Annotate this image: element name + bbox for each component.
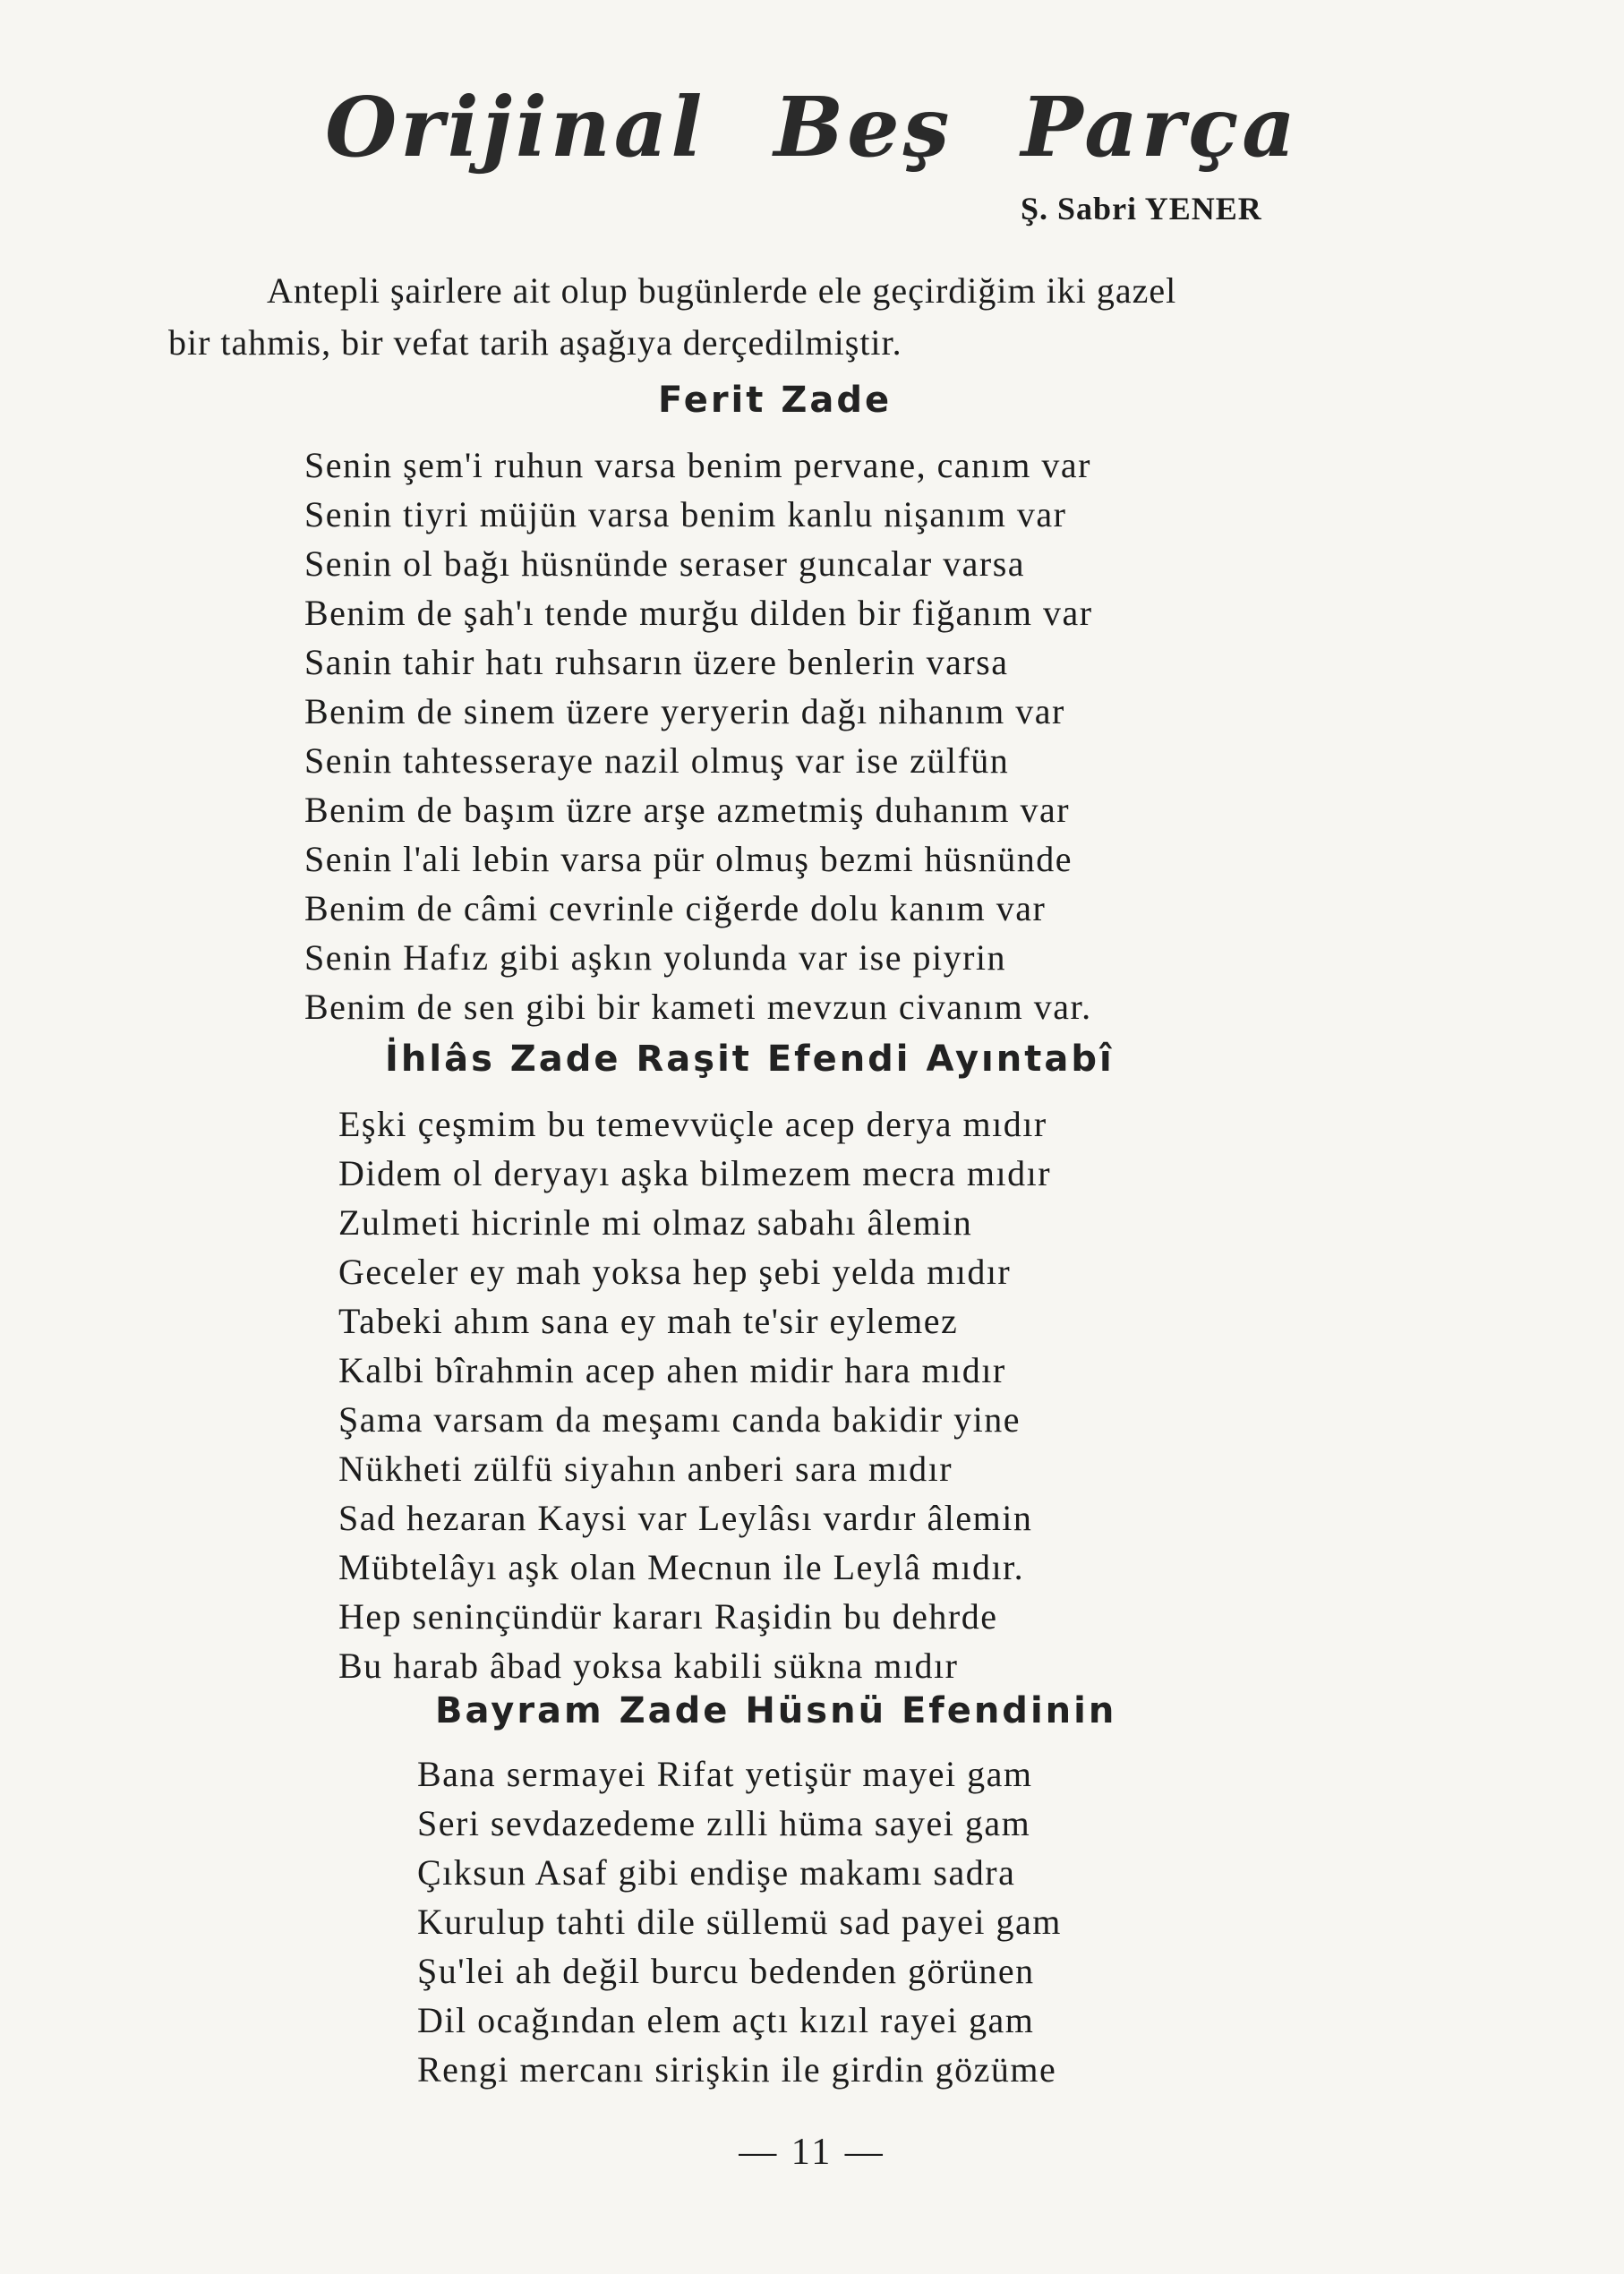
poem-line: Şu'lei ah değil burcu bedenden görünen bbox=[417, 1951, 1035, 1991]
poem-line: Tabeki ahım sana ey mah te'sir eylemez bbox=[338, 1301, 959, 1341]
poem-line: Eşki çeşmim bu temevvüçle acep derya mıdır bbox=[338, 1104, 1047, 1144]
poem-line: Benim de câmi cevrinle ciğerde dolu kanım var bbox=[304, 888, 1047, 928]
poem-line: Kalbi bîrahmin acep ahen midir hara mıdır bbox=[338, 1350, 1006, 1390]
poem-bayram-zade bbox=[417, 1749, 1062, 2094]
poem-line: Benim de sen gibi bir kameti mevzun civanım var. bbox=[304, 987, 1092, 1027]
poem-line: Mübtelâyı aşk olan Mecnun ile Leylâ mıdır. bbox=[338, 1547, 1025, 1587]
poem-line: Çıksun Asaf gibi endişe makamı sadra bbox=[417, 1852, 1016, 1893]
poem-line: Senin l'ali lebin varsa pür olmuş bezmi hüsnünde bbox=[304, 839, 1073, 879]
poem-line: Şama varsam da meşamı canda bakidir yine bbox=[338, 1399, 1021, 1440]
intro-paragraph bbox=[168, 265, 1440, 369]
poem-line: Bana sermayei Rifat yetişür mayei gam bbox=[417, 1754, 1033, 1794]
poem-line: Hep seninçündür kararı Raşidin bu dehrde bbox=[338, 1596, 998, 1637]
intro-line: Antepli şairlere ait olup bugünlerde ele geçirdiğim iki gazel bbox=[267, 270, 1177, 311]
poem-line: Seri sevdazedeme zılli hüma sayei gam bbox=[417, 1803, 1031, 1843]
poem-line: Geceler ey mah yoksa hep şebi yelda mıdır bbox=[338, 1252, 1012, 1292]
poem-line: Senin şem'i ruhun varsa benim pervane, canım var bbox=[304, 445, 1091, 485]
poem-line: Senin tiyri müjün varsa benim kanlu nişanım var bbox=[304, 494, 1067, 534]
poem-line: Dil ocağından elem açtı kızıl rayei gam bbox=[417, 2000, 1035, 2040]
section-heading-ihlas-zade: İhlâs Zade Raşit Efendi Ayıntabî bbox=[385, 1039, 1115, 1080]
author-name: Ş. Sabri YENER bbox=[1021, 191, 1262, 227]
section-heading-ferit-zade: Ferit Zade bbox=[658, 380, 893, 421]
poem-line: Nükheti zülfü siyahın anberi sara mıdır bbox=[338, 1449, 953, 1489]
poem-line: Benim de şah'ı tende murğu dilden bir fiğanım var bbox=[304, 593, 1093, 633]
poem-ihlas-zade bbox=[338, 1099, 1051, 1690]
poem-line: Rengi mercanı sirişkin ile girdin gözüme bbox=[417, 2049, 1057, 2090]
poem-line: Bu harab âbad yoksa kabili sükna mıdır bbox=[338, 1646, 959, 1686]
poem-line: Senin Hafız gibi aşkın yolunda var ise piyrin bbox=[304, 937, 1007, 978]
page-title: Orijinal Beş Parça bbox=[325, 79, 1299, 175]
poem-line: Zulmeti hicrinle mi olmaz sabahı âlemin bbox=[338, 1202, 973, 1243]
poem-line: Sanin tahir hatı ruhsarın üzere benlerin varsa bbox=[304, 642, 1009, 682]
poem-line: Kurulup tahti dile süllemü sad payei gam bbox=[417, 1902, 1062, 1942]
section-heading-bayram-zade: Bayram Zade Hüsnü Efendinin bbox=[435, 1690, 1117, 1731]
poem-ferit-zade bbox=[304, 440, 1093, 1031]
page-number: — 11 — bbox=[739, 2132, 885, 2173]
poem-line: Senin ol bağı hüsnünde seraser guncalar varsa bbox=[304, 543, 1026, 584]
poem-line: Benim de sinem üzere yeryerin dağı nihanım var bbox=[304, 691, 1065, 731]
poem-line: Senin tahtesseraye nazil olmuş var ise zülfün bbox=[304, 740, 1010, 781]
poem-line: Didem ol deryayı aşka bilmezem mecra mıdır bbox=[338, 1153, 1052, 1193]
intro-line: bir tahmis, bir vefat tarih aşağıya derçedilmiştir. bbox=[168, 322, 902, 363]
poem-line: Benim de başım üzre arşe azmetmiş duhanım var bbox=[304, 790, 1071, 830]
poem-line: Sad hezaran Kaysi var Leylâsı vardır âlemin bbox=[338, 1498, 1033, 1538]
